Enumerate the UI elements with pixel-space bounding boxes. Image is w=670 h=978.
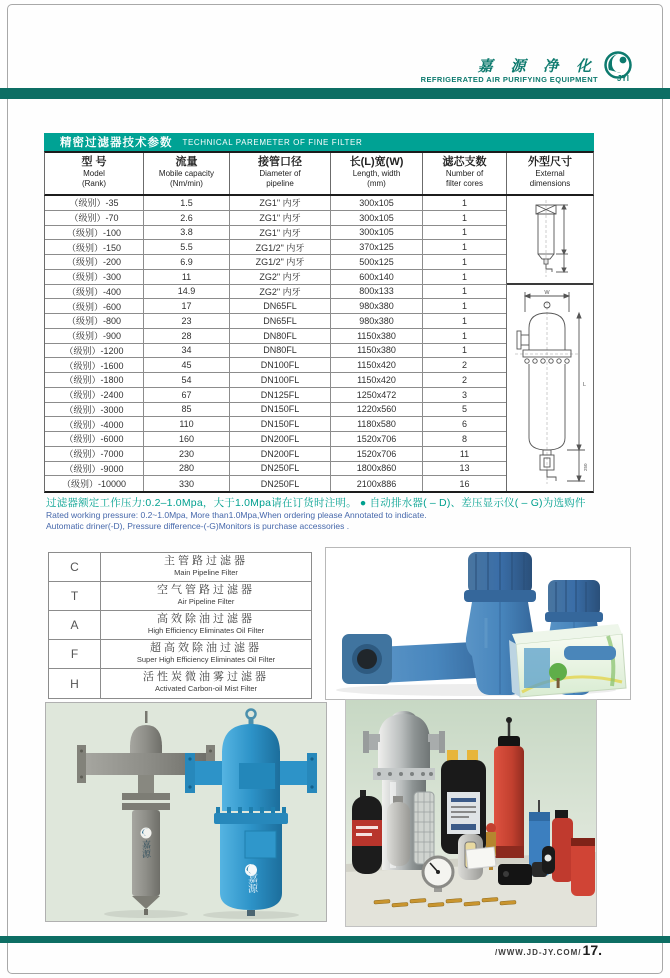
cell-model: （级别）-7000 (45, 447, 144, 461)
cell-pipe-diameter: DN65FL (230, 299, 331, 313)
cell-length-width: 1180x580 (331, 417, 423, 431)
dim-label-w: W (544, 289, 550, 296)
cell-model: （级别）-150 (45, 240, 144, 254)
cell-model: （级别）-70 (45, 211, 144, 225)
cell-length-width: 980x380 (331, 314, 423, 328)
photo-blue-filters (325, 547, 631, 700)
cell-length-width: 600x140 (331, 270, 423, 284)
cell-length-width: 1150x380 (331, 329, 423, 343)
photo-filter-parts (345, 699, 597, 927)
cell-pipe-diameter: ZG1" 内牙 (230, 196, 331, 210)
red-cartridge-mid (552, 810, 573, 882)
cell-length-width: 1520x706 (331, 447, 423, 461)
table-row (45, 255, 506, 270)
table-row (45, 285, 506, 300)
cell-flow: 2.6 (144, 211, 230, 225)
cell-length-width: 300x105 (331, 211, 423, 225)
cell-filter-cores: 1 (461, 330, 467, 341)
header-en: Number of (445, 169, 484, 178)
legend-code: T (49, 582, 101, 610)
header-cn: 流量 (175, 156, 198, 168)
cell-filter-cores: 16 (459, 478, 470, 489)
legend-cn: 高效除油过滤器 (157, 613, 255, 625)
cell-model: （级别）-900 (45, 329, 144, 343)
cell-model: （级别）-200 (45, 255, 144, 269)
red-cartridge-front (571, 838, 595, 896)
logo-text: JYI (616, 74, 630, 83)
header-cn: 接管口径 (258, 156, 302, 168)
table-header-cell (230, 153, 331, 194)
brand-name-cn: 嘉 源 净 化 (477, 59, 598, 75)
flanged-filter-drawing (509, 288, 591, 488)
cell-length-width: 980x380 (331, 299, 423, 313)
table-row (45, 270, 506, 285)
cell-flow: 28 (144, 329, 230, 343)
table-title-bar (44, 133, 594, 151)
cell-pipe-diameter: ZG2" 内牙 (230, 270, 331, 284)
cell-flow: 17 (144, 299, 230, 313)
table-header-row (44, 151, 594, 196)
legend-cn: 活性炭微油雾过滤器 (143, 671, 269, 683)
cell-model: （级别）-1800 (45, 373, 144, 387)
white-box-small (466, 847, 496, 869)
cell-filter-cores: 3 (461, 389, 467, 400)
cell-length-width: 1220x560 (331, 403, 423, 417)
cell-length-width: 1150x420 (331, 358, 423, 372)
table-title-en: TECHNICAL PAREMETER OF FINE FILTER (182, 137, 363, 147)
cell-model: （级别）-1200 (45, 344, 144, 358)
cell-filter-cores: 1 (461, 315, 467, 326)
legend-row (49, 611, 311, 640)
cell-flow: 160 (144, 432, 230, 446)
photo-filter-parts-image (346, 700, 596, 926)
table-row (45, 476, 506, 491)
header-cn: 长(L)宽(W) (349, 156, 404, 168)
header-brand (421, 50, 636, 84)
header-en: Length, width (352, 169, 401, 178)
brand-name-en: REFRIGERATED AIR PURIFYING EQUIPMENT (420, 75, 598, 84)
cell-model: （级别）-6000 (45, 432, 144, 446)
cell-pipe-diameter: DN100FL (230, 358, 331, 372)
cell-pipe-diameter: DN65FL (230, 314, 331, 328)
legend-code: F (49, 640, 101, 668)
table-row (45, 462, 506, 477)
cell-filter-cores: 1 (461, 271, 467, 282)
table-row (45, 358, 506, 373)
legend-cn: 空气管路过滤器 (157, 584, 255, 596)
black-canister-small (352, 790, 382, 874)
table-row (45, 388, 506, 403)
cell-filter-cores: 6 (461, 419, 467, 430)
cell-length-width: 370x125 (331, 240, 423, 254)
header-cn: 滤芯支数 (442, 156, 487, 168)
cell-pipe-diameter: DN200FL (230, 447, 331, 461)
cell-model: （级别）-9000 (45, 462, 144, 476)
table-row (45, 299, 506, 314)
cell-filter-cores: 13 (459, 463, 470, 474)
cell-length-width: 800x133 (331, 285, 423, 299)
cell-flow: 230 (144, 447, 230, 461)
dim-label-drain: 250 (583, 463, 588, 471)
filter-type-legend (48, 552, 312, 699)
cell-pipe-diameter: ZG1/2" 内牙 (230, 255, 331, 269)
note-en (46, 510, 606, 531)
cell-flow: 110 (144, 417, 230, 431)
table-row (45, 344, 506, 359)
cell-filter-cores: 1 (461, 286, 467, 297)
cell-filter-cores: 1 (461, 345, 467, 356)
cell-pipe-diameter: ZG2" 内牙 (230, 285, 331, 299)
header-en: Diameter of (259, 169, 301, 178)
drawing-cell-threaded-filter (507, 196, 593, 285)
cell-flow: 11 (144, 270, 230, 284)
table-rows (45, 196, 507, 491)
cell-length-width: 2100x886 (331, 476, 423, 491)
silver-bottle (387, 796, 410, 866)
table-row (45, 226, 506, 241)
legend-row (49, 553, 311, 582)
header-cn: 型 号 (81, 156, 107, 168)
footer-url: /WWW.JD-JY.COM/ (494, 948, 582, 957)
cell-flow: 280 (144, 462, 230, 476)
cell-flow: 54 (144, 373, 230, 387)
legend-desc (101, 669, 311, 698)
header-en: Model (83, 169, 105, 178)
legend-cn: 主管路过滤器 (164, 555, 248, 567)
cell-flow: 3.8 (144, 226, 230, 240)
red-tall-cartridge (494, 717, 524, 858)
blue-vessel-logo-text: 嘉源 (245, 873, 257, 893)
header-cn: 外型尺寸 (528, 156, 572, 168)
cell-model: （级别）-100 (45, 226, 144, 240)
header-sub: filter cores (446, 178, 483, 188)
cell-pipe-diameter: ZG1" 内牙 (230, 211, 331, 225)
cell-pipe-diameter: DN150FL (230, 403, 331, 417)
table-row (45, 432, 506, 447)
legend-row (49, 669, 311, 698)
table-row (45, 373, 506, 388)
cell-model: （级别）-1600 (45, 358, 144, 372)
cell-length-width: 300x105 (331, 226, 423, 240)
cell-flow: 85 (144, 403, 230, 417)
legend-code: H (49, 669, 101, 698)
legend-row (49, 582, 311, 611)
photo-flanged-vessels-image (46, 703, 326, 921)
cell-model: （级别）-400 (45, 285, 144, 299)
legend-en: Super High Efficiency Eliminates Oil Filter (136, 655, 276, 664)
cell-flow: 14.9 (144, 285, 230, 299)
cell-filter-cores: 11 (459, 448, 470, 459)
legend-desc (101, 582, 311, 610)
table-header-cell (507, 153, 593, 194)
legend-en: High Efficiency Eliminates Oil Filter (147, 626, 265, 635)
top-teal-bar (0, 88, 670, 99)
legend-row (49, 640, 311, 669)
cell-length-width: 1150x380 (331, 344, 423, 358)
dim-label-l: L (583, 381, 587, 388)
legend-en: Air Pipeline Filter (177, 597, 235, 606)
table-header-cell (331, 153, 423, 194)
cell-model: （级别）-300 (45, 270, 144, 284)
table-row (45, 417, 506, 432)
cell-pipe-diameter: DN100FL (230, 373, 331, 387)
table-row (45, 211, 506, 226)
cell-length-width: 500x125 (331, 255, 423, 269)
table-row (45, 314, 506, 329)
external-dimensions-column (507, 196, 593, 491)
cell-model: （级别）-800 (45, 314, 144, 328)
cell-filter-cores: 1 (461, 301, 467, 312)
table-body (44, 196, 594, 493)
cell-flow: 23 (144, 314, 230, 328)
cell-filter-cores: 2 (461, 360, 467, 371)
footer (495, 942, 602, 958)
table-row (45, 329, 506, 344)
table-row (45, 240, 506, 255)
brand-text (421, 59, 598, 84)
legend-en: Main Pipeline Filter (174, 568, 238, 577)
header-en: Mobile capacity (158, 169, 215, 178)
note-en-line1: Rated working pressure: 0.2~1.0Mpa, More than1.0Mpa,When ordering please Annotated to indicate. (46, 510, 427, 520)
cell-length-width: 1150x420 (331, 373, 423, 387)
photo-flanged-vessels (45, 702, 327, 922)
cell-filter-cores: 5 (461, 404, 467, 415)
cell-model: （级别）-35 (45, 196, 144, 210)
cell-filter-cores: 8 (461, 433, 467, 444)
header-en: External (535, 169, 565, 178)
cell-pipe-diameter: DN250FL (230, 462, 331, 476)
cell-model: （级别）-3000 (45, 403, 144, 417)
header-sub: dimensions (529, 178, 571, 188)
header-sub: (mm) (367, 178, 386, 188)
legend-desc (101, 611, 311, 639)
cell-length-width: 1520x706 (331, 432, 423, 446)
mesh-cartridge (414, 792, 434, 864)
cell-length-width: 1250x472 (331, 388, 423, 402)
gray-vessel-logo-text: 嘉源 (141, 840, 151, 858)
cell-pipe-diameter: DN250FL (230, 476, 331, 491)
legend-desc (101, 640, 311, 668)
table-title-cn: 精密过滤器技术参数 (60, 137, 173, 149)
cell-flow: 1.5 (144, 196, 230, 210)
black-bottle-small (542, 846, 555, 874)
spec-table (44, 133, 594, 493)
cell-filter-cores: 1 (461, 256, 467, 267)
cell-flow: 67 (144, 388, 230, 402)
cell-flow: 34 (144, 344, 230, 358)
photo-blue-filters-image (326, 548, 630, 699)
footer-page-number: 17. (582, 942, 602, 958)
cell-flow: 45 (144, 358, 230, 372)
product-box (509, 624, 626, 697)
cell-length-width: 300x105 (331, 196, 423, 210)
legend-code: C (49, 553, 101, 581)
cell-pipe-diameter: ZG1/2" 内牙 (230, 240, 331, 254)
cell-filter-cores: 1 (461, 227, 467, 238)
legend-cn: 超高效除油过滤器 (150, 642, 262, 654)
note-cn: 过滤器额定工作压力:0.2–1.0Mpa，大于1.0Mpa请在订货时注明。 ● 自动排水器( – D)、差压显示仪( – G)为选购件 (46, 497, 586, 509)
cell-pipe-diameter: DN200FL (230, 432, 331, 446)
cell-flow: 5.5 (144, 240, 230, 254)
cell-filter-cores: 1 (461, 212, 467, 223)
legend-desc (101, 553, 311, 581)
header-sub: (Rank) (81, 178, 106, 188)
cell-model: （级别）-4000 (45, 417, 144, 431)
cell-pipe-diameter: DN80FL (230, 329, 331, 343)
table-row (45, 447, 506, 462)
header-sub: pipeline (266, 178, 294, 188)
legend-code: A (49, 611, 101, 639)
cell-filter-cores: 1 (461, 242, 467, 253)
note-en-line2: Automatic driner(-D), Pressure difference-(-G)Monitors is purchase accessories . (46, 520, 350, 531)
table-header-cell (45, 153, 144, 194)
table-row (45, 403, 506, 418)
header-sub: (Nm/min) (170, 178, 203, 188)
table-header-cell (423, 153, 507, 194)
cell-model: （级别）-10000 (45, 476, 144, 491)
cell-length-width: 1800x860 (331, 462, 423, 476)
cell-pipe-diameter: DN150FL (230, 417, 331, 431)
drawing-cell-flanged-filter (507, 285, 593, 492)
cell-model: （级别）-2400 (45, 388, 144, 402)
cell-pipe-diameter: DN80FL (230, 344, 331, 358)
cell-model: （级别）-600 (45, 299, 144, 313)
company-logo-icon (602, 50, 636, 84)
cell-pipe-diameter: DN125FL (230, 388, 331, 402)
cell-flow: 6.9 (144, 255, 230, 269)
table-header-cell (144, 153, 230, 194)
table-row (45, 196, 506, 211)
cell-pipe-diameter: ZG1" 内牙 (230, 226, 331, 240)
legend-en: Activated Carbon-oil Mist Filter (154, 684, 258, 693)
cell-filter-cores: 1 (461, 197, 467, 208)
threaded-filter-drawing (510, 197, 590, 281)
cell-flow: 330 (144, 476, 230, 491)
cell-filter-cores: 2 (461, 374, 467, 385)
